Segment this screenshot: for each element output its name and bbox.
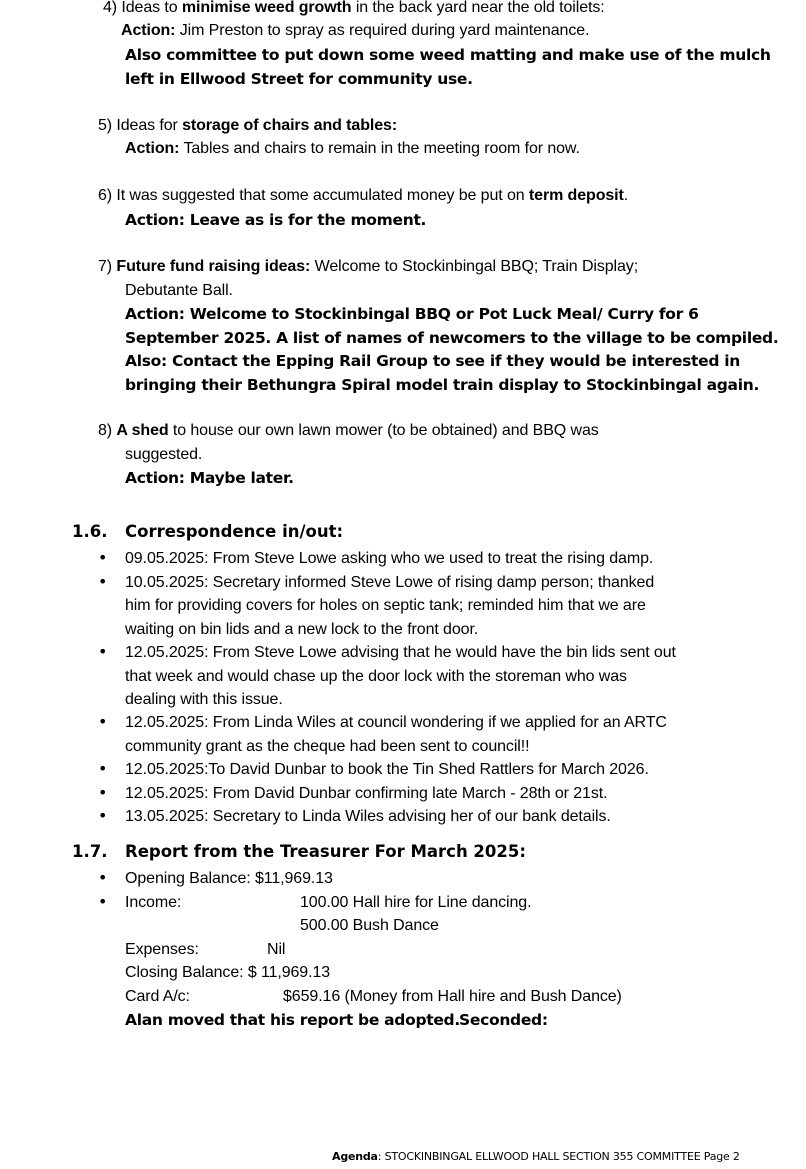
bullet: • — [98, 759, 108, 778]
item-7-action-1: Action: Welcome to Stockinbingal BBQ or Pot Luck Meal/ Curry for 6 — [125, 305, 699, 323]
correspondence-line: dealing with this issue. — [125, 691, 283, 708]
item-4-line: 4) Ideas to minimise weed growth in the back yard near the old toilets: — [103, 0, 605, 16]
item-7-line: 7) Future fund raising ideas: Welcome to Stockinbingal BBQ; Train Display; — [98, 258, 639, 275]
correspondence-line: 12.05.2025: From Steve Lowe advising that he would have the bin lids sent out — [125, 644, 676, 661]
bullet: • — [98, 642, 108, 661]
section-1-7-title: Report from the Treasurer For March 2025: — [125, 842, 526, 861]
item-7-action-3: Also: Contact the Epping Rail Group to see if they would be interested in — [125, 352, 740, 370]
correspondence-line: community grant as the cheque had been sent to council!! — [125, 738, 530, 755]
correspondence-line: that week and would chase up the door lock with the storeman who was — [125, 668, 627, 685]
card-value: $659.16 (Money from Hall hire and Bush Dance) — [283, 988, 622, 1005]
item-7-action-4: bringing their Bethungra Spiral model train display to Stockinbingal again. — [125, 376, 760, 394]
income-line-1: 100.00 Hall hire for Line dancing. — [300, 894, 532, 911]
expenses-label: Expenses: — [125, 941, 199, 958]
item-5-line: 5) Ideas for storage of chairs and tables: — [98, 117, 398, 134]
item-4-action: Action: Jim Preston to spray as required during yard maintenance. — [121, 22, 590, 39]
bullet: • — [98, 892, 108, 911]
correspondence-line: 09.05.2025: From Steve Lowe asking who we used to treat the rising damp. — [125, 550, 654, 567]
item-5-action: Action: Tables and chairs to remain in the meeting room for now. — [125, 140, 580, 157]
item-8-line-2: suggested. — [125, 446, 203, 463]
correspondence-line: him for providing covers for holes on septic tank; reminded him that we are — [125, 597, 646, 614]
card-label: Card A/c: — [125, 988, 190, 1005]
expenses-value: Nil — [267, 941, 286, 958]
closing-balance: Closing Balance: $ 11,969.13 — [125, 964, 331, 981]
section-1-6-title: Correspondence in/out: — [125, 522, 344, 541]
item-6-line: 6) It was suggested that some accumulated money be put on term deposit. — [98, 187, 629, 204]
bullet: • — [98, 783, 108, 802]
correspondence-line: 13.05.2025: Secretary to Linda Wiles advising her of our bank details. — [125, 808, 611, 825]
correspondence-line: 12.05.2025: From David Dunbar confirming late March - 28th or 21st. — [125, 785, 608, 802]
correspondence-line: waiting on bin lids and a new lock to the front door. — [125, 621, 479, 638]
bullet: • — [98, 712, 108, 731]
item-4-also-1: Also committee to put down some weed matting and make use of the mulch — [125, 46, 771, 64]
bullet: • — [98, 806, 108, 825]
opening-balance: Opening Balance: $11,969.13 — [125, 870, 333, 887]
item-7-line-2: Debutante Ball. — [125, 282, 233, 299]
bullet: • — [98, 548, 108, 567]
correspondence-line: 10.05.2025: Secretary informed Steve Lowe of rising damp person; thanked — [125, 574, 655, 591]
moved-line: Alan moved that his report be adopted. — [125, 1011, 460, 1029]
section-1-7-number: 1.7. — [72, 842, 108, 861]
item-4-also-2: left in Ellwood Street for community use. — [125, 70, 473, 88]
income-line-2: 500.00 Bush Dance — [300, 917, 439, 934]
income-label: Income: — [125, 894, 182, 911]
bullet: • — [98, 868, 108, 887]
page-footer: Agenda: STOCKINBINGAL ELLWOOD HALL SECTION 355 COMMITTEE Page 2 — [332, 1150, 740, 1163]
correspondence-line: 12.05.2025:To David Dunbar to book the Tin Shed Rattlers for March 2026. — [125, 761, 649, 778]
item-6-action: Action: Leave as is for the moment. — [125, 211, 427, 229]
section-1-6-number: 1.6. — [72, 522, 108, 541]
item-7-action-2: September 2025. A list of names of newcomers to the village to be compiled. — [125, 329, 779, 347]
correspondence-line: 12.05.2025: From Linda Wiles at council wondering if we applied for an ARTC — [125, 714, 667, 731]
item-8-line: 8) A shed to house our own lawn mower (to be obtained) and BBQ was — [98, 422, 599, 439]
item-8-action: Action: Maybe later. — [125, 469, 294, 487]
seconded-label: Seconded: — [459, 1011, 548, 1029]
bullet: • — [98, 572, 108, 591]
